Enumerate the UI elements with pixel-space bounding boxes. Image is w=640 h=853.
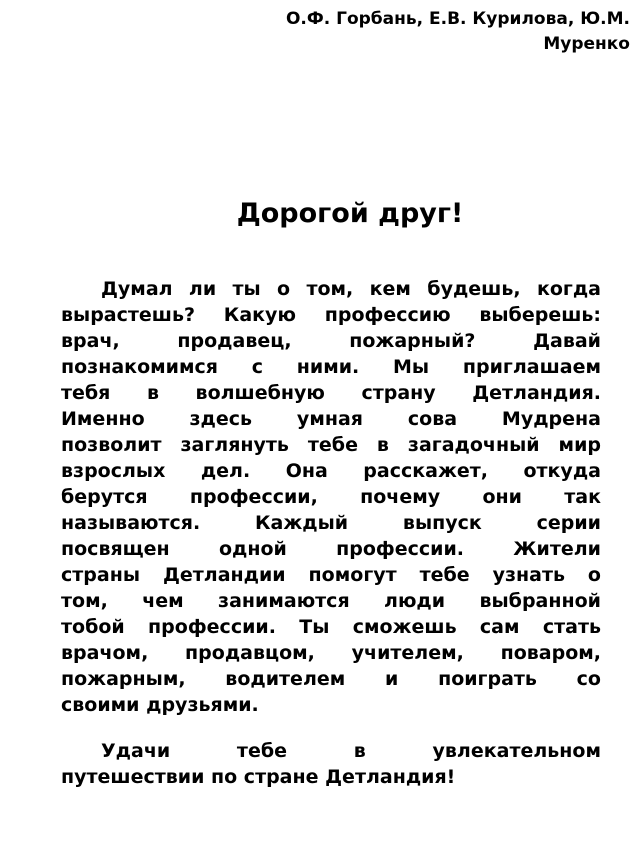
paragraph-line: том, чем занимаются люди выбранной [61,590,601,612]
paragraph-line: страны Детландии помогут тебе узнать о [61,564,601,586]
paragraph-line: берутся профессии, почему они так [61,486,601,508]
paragraph-line: врач, продавец, пожарный? Давай [61,330,601,352]
paragraph-line: Думал ли ты о том, кем будешь, когда [101,278,601,300]
paragraph-line: тебя в волшебную страну Детландия. [61,382,601,404]
closing-paragraph [61,738,601,790]
paragraph-line: своими друзьями. [61,694,259,716]
authors [286,7,630,57]
paragraph-line: Именно здесь умная сова Мудрена [61,408,601,430]
paragraph-line: тобой профессии. Ты сможешь сам стать [61,616,601,638]
paragraph-line: вырастешь? Какую профессию выберешь: [61,304,601,326]
paragraph-line: взрослых дел. Она расскажет, откуда [61,460,601,482]
paragraph-line: познакомимся с ними. Мы приглашаем [61,356,601,378]
authors-line: О.Ф. Горбань, Е.В. Курилова, Ю.М. [285,9,630,29]
paragraph-line: Удачи тебе в увлекательном [101,740,601,762]
paragraph-line: позволит заглянуть тебе в загадочный мир [61,434,601,456]
page-title: Дорогой друг! [236,198,464,229]
paragraph-line: пожарным, водителем и поиграть со [61,668,601,690]
paragraph-line: врачом, продавцом, учителем, поваром, [61,642,601,664]
authors-line: Муренко [543,34,630,54]
paragraph-line: путешествии по стране Детландия! [61,766,456,788]
intro-paragraph [61,276,601,718]
paragraph-line: посвящен одной профессии. Жители [61,538,601,560]
paragraph-line: называются. Каждый выпуск серии [61,512,601,534]
